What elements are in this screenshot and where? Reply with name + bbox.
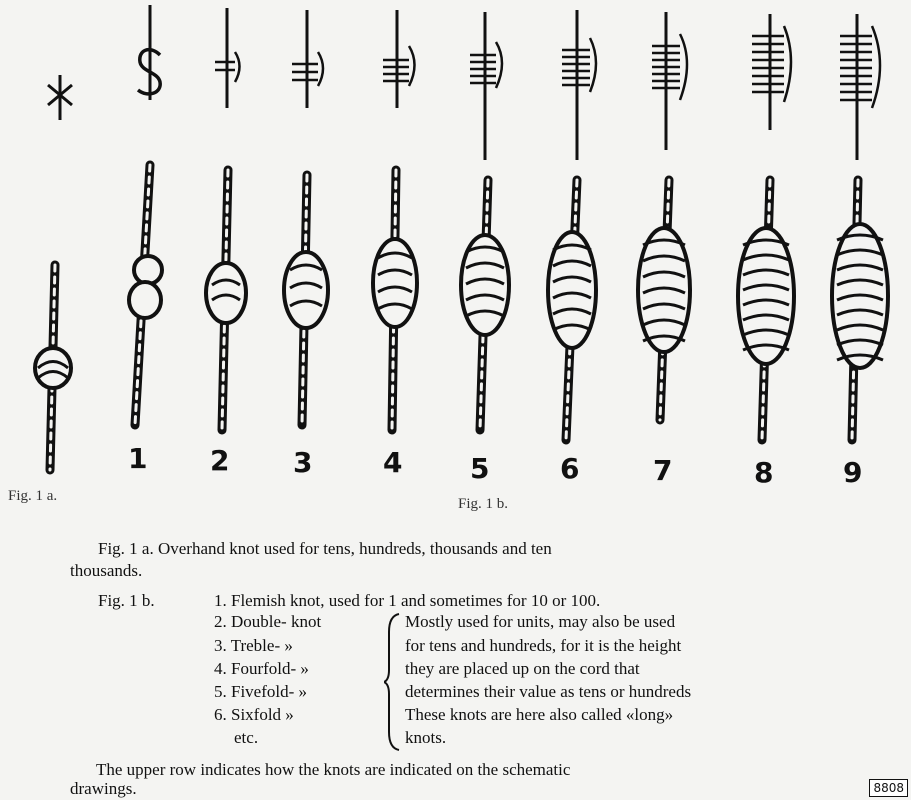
knot-number: 7 — [653, 454, 673, 487]
page-id-badge: 8808 — [869, 779, 908, 797]
knot-number: 4 — [383, 446, 403, 479]
flemish-symbol — [138, 5, 160, 100]
schematic-row — [48, 5, 880, 160]
footer-line-2: drawings. — [70, 779, 137, 798]
brace-text: for tens and hundreds, for it is the height — [405, 636, 682, 655]
list-item: 4. Fourfold- » — [214, 659, 309, 678]
brace-text: they are placed up on the cord that — [405, 659, 640, 678]
knot-number: 6 — [560, 452, 580, 485]
caption-item-1: 1. Flemish knot, used for 1 and sometimes for 10 or 100. — [214, 591, 601, 610]
list-item: 3. Treble- » — [214, 636, 293, 655]
overhand-symbol — [48, 75, 72, 120]
brace-text: These knots are here also called «long» — [405, 705, 674, 724]
list-item: 5. Fivefold- » — [214, 682, 308, 701]
list-item: 6. Sixfold » — [214, 705, 294, 724]
fig-1a-label: Fig. 1 a. — [8, 488, 58, 504]
brace-text: knots. — [405, 728, 447, 747]
caption-line-2: thousands. — [70, 561, 143, 580]
brace-text: Mostly used for units, may also be used — [405, 612, 676, 631]
knot-number: 2 — [210, 444, 230, 477]
knot-number: 9 — [843, 456, 863, 489]
list-item: etc. — [234, 728, 259, 747]
brace — [384, 612, 404, 752]
knot-number: 1 — [128, 442, 148, 475]
caption-line-1: Fig. 1 a. Overhand knot used for tens, hundreds, thousands and ten — [98, 539, 552, 558]
fig-1b-prefix: Fig. 1 b. — [98, 591, 155, 610]
knot-number: 3 — [293, 446, 313, 479]
knot-number: 5 — [470, 452, 490, 485]
knot-number: 8 — [754, 456, 774, 489]
list-item: 2. Double- knot — [214, 612, 322, 631]
brace-text: determines their value as tens or hundreds — [405, 682, 692, 701]
fig-1b-label: Fig. 1 b. — [458, 496, 509, 512]
rope-row — [35, 165, 888, 470]
footer-line-1: The upper row indicates how the knots are indicated on the schematic — [96, 760, 571, 779]
schematic-bars — [215, 26, 880, 108]
